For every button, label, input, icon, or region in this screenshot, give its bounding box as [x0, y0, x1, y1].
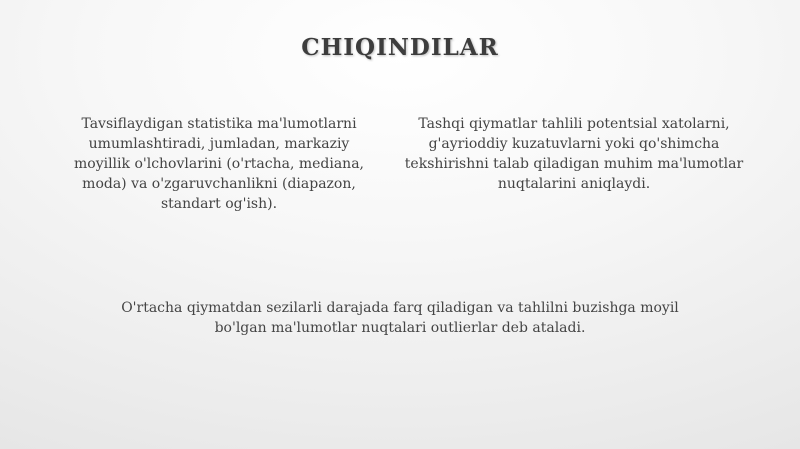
slide-title: CHIQINDILAR: [301, 34, 499, 61]
descriptive-statistics-text: Tavsiflaydigan statistika ma'lumotlarni umumlashtiradi, jumladan, markaziy moyillik o'lchovlarini (o'rtacha, mediana, moda) va o'zgaruvchanlikni (diapazon, standart og'ish).: [73, 116, 364, 212]
outlier-analysis-text: Tashqi qiymatlar tahlili potentsial xatolarni, g'ayrioddiy kuzatuvlarni yoki qo'shimcha tekshirishni talab qiladigan muhim ma'lumotlar nuqtalarini aniqlaydi.: [404, 116, 744, 192]
outlier-definition-text: O'rtacha qiymatdan sezilarli darajada farq qiladigan va tahlilni buzishga moyil bo'lgan ma'lumotlar nuqtalari outlierlar deb ataladi.: [121, 300, 679, 336]
